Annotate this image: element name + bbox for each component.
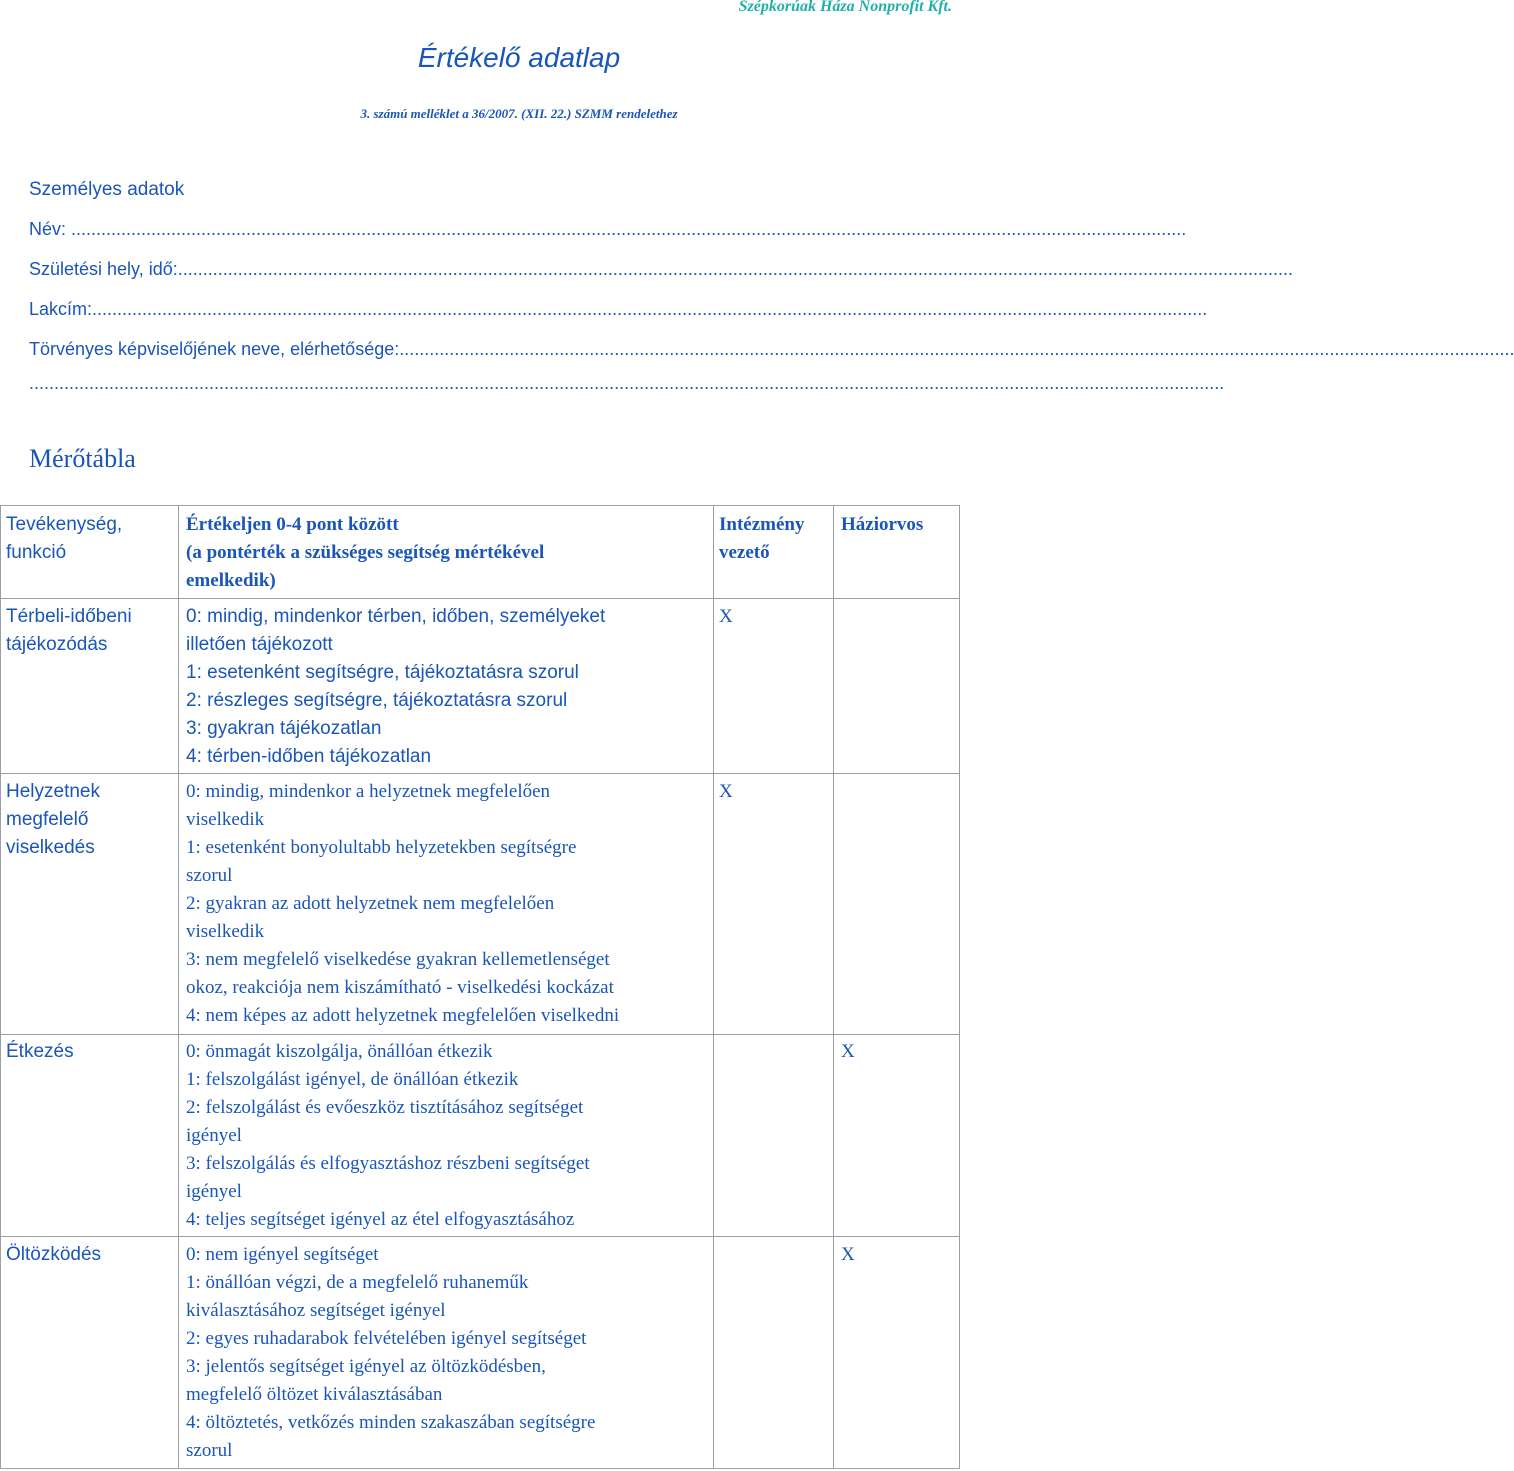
table-right-border bbox=[959, 505, 960, 1468]
row-activity-line: Öltözködés bbox=[6, 1244, 102, 1265]
institution-mark[interactable]: X bbox=[719, 781, 733, 802]
row-activity-line: megfelelő bbox=[6, 809, 89, 830]
guardian-label: Törvényes képviselőjének neve, elérhetősége: bbox=[29, 339, 400, 359]
row-description-line: 3: nem megfelelő viselkedése gyakran kellemetlenséget bbox=[186, 949, 610, 970]
row-description-line: 1: esetenként segítségre, tájékoztatásra szorul bbox=[186, 662, 579, 683]
row-description bbox=[186, 603, 714, 771]
header-activity-line: Tevékenység, bbox=[6, 514, 123, 535]
row-description-line: 2: felszolgálást és evőeszköz tisztításához segítséget bbox=[186, 1097, 584, 1118]
name-field[interactable] bbox=[29, 219, 1187, 240]
page-title: Értékelő adatlap bbox=[417, 42, 621, 73]
row-description-line: okoz, reakciója nem kiszámítható - viselkedési kockázat bbox=[186, 977, 614, 998]
row-activity bbox=[6, 603, 178, 659]
birth-fill-dots: ............................................................................................................................................................................................................................... bbox=[177, 259, 1293, 279]
row-description-line: kiválasztásához segítséget igényel bbox=[186, 1300, 446, 1321]
header-description-line: Értékeljen 0-4 pont között bbox=[186, 514, 399, 535]
row-description-line: szorul bbox=[186, 865, 233, 886]
table-row-divider bbox=[0, 1034, 960, 1035]
guardian-fill-dots: ............................................................................................................................................................................................................................... bbox=[399, 339, 1514, 359]
address-label: Lakcím: bbox=[29, 299, 93, 319]
page-subtitle: 3. számú melléklet a 36/2007. (XII. 22.) SZMM rendelethez bbox=[360, 106, 678, 121]
header-institution-line: vezető bbox=[719, 542, 770, 563]
row-description-line: 3: gyakran tájékozatlan bbox=[186, 718, 382, 739]
header-doctor bbox=[841, 511, 960, 539]
row-activity-line: tájékozódás bbox=[6, 634, 108, 655]
organization-name: Szépkorúak Háza Nonprofit Kft. bbox=[738, 0, 952, 15]
header-description bbox=[186, 511, 714, 595]
row-description-line: viselkedik bbox=[186, 809, 265, 830]
row-activity-line: Térbeli-időbeni bbox=[6, 606, 132, 627]
row-activity-line: Helyzetnek bbox=[6, 781, 100, 802]
row-description-line: 1: esetenként bonyolultabb helyzetekben segítségre bbox=[186, 837, 577, 858]
header-description-line: emelkedik) bbox=[186, 570, 276, 591]
guardian-field[interactable] bbox=[29, 339, 1514, 360]
row-activity-line: Étkezés bbox=[6, 1041, 74, 1062]
row-description-line: 1: felszolgálást igényel, de önállóan étkezik bbox=[186, 1069, 519, 1090]
row-description-line: megfelelő öltözet kiválasztásában bbox=[186, 1384, 443, 1405]
row-description-line: igényel bbox=[186, 1125, 242, 1146]
table-header-divider bbox=[0, 598, 960, 599]
row-description-line: 4: térben-időben tájékozatlan bbox=[186, 746, 432, 767]
name-label: Név: bbox=[29, 219, 72, 239]
table-top-border bbox=[0, 505, 960, 506]
row-description-line: viselkedik bbox=[186, 921, 265, 942]
row-activity-line: viselkedés bbox=[6, 837, 95, 858]
row-description-line: 1: önállóan végzi, de a megfelelő ruhaneműk bbox=[186, 1272, 529, 1293]
row-description-line: 0: önmagát kiszolgálja, önállóan étkezik bbox=[186, 1041, 493, 1062]
row-activity bbox=[6, 1241, 178, 1269]
guardian-continuation-dots: ............................................................................................................................................................................................................................................... bbox=[29, 373, 1225, 393]
doctor-mark[interactable]: X bbox=[841, 1041, 855, 1062]
row-description-line: illetően tájékozott bbox=[186, 634, 333, 655]
institution-mark[interactable]: X bbox=[719, 606, 733, 627]
row-description-line: 2: egyes ruhadarabok felvételében igényel segítséget bbox=[186, 1328, 587, 1349]
table-bottom-border bbox=[0, 1468, 960, 1469]
doctor-mark[interactable]: X bbox=[841, 1244, 855, 1265]
address-fill-dots: ............................................................................................................................................................................................................................... bbox=[92, 299, 1208, 319]
header-activity-line: funkció bbox=[6, 542, 67, 563]
table-row-divider bbox=[0, 1236, 960, 1237]
row-activity bbox=[6, 778, 178, 862]
scale-heading: Mérőtábla bbox=[29, 444, 136, 473]
header-institution bbox=[719, 511, 829, 567]
table-col-divider bbox=[178, 505, 179, 1468]
table-col-divider bbox=[833, 505, 834, 1468]
row-description-line: 4: nem képes az adott helyzetnek megfelelően viselkedni bbox=[186, 1005, 620, 1026]
table-left-border bbox=[0, 505, 1, 1468]
row-description-line: 4: öltöztetés, vetkőzés minden szakaszában segítségre bbox=[186, 1412, 596, 1433]
row-description bbox=[186, 778, 714, 1030]
row-description-line: 4: teljes segítséget igényel az étel elfogyasztásához bbox=[186, 1209, 575, 1230]
row-description-line: igényel bbox=[186, 1181, 242, 1202]
header-activity bbox=[6, 511, 178, 567]
row-description-line: 0: nem igényel segítséget bbox=[186, 1244, 379, 1265]
table-row-divider bbox=[0, 773, 960, 774]
row-description bbox=[186, 1038, 714, 1234]
address-field[interactable] bbox=[29, 299, 1208, 320]
row-description-line: 0: mindig, mindenkor a helyzetnek megfelelően bbox=[186, 781, 551, 802]
header-description-line: (a pontérték a szükséges segítség mértékével bbox=[186, 542, 545, 563]
row-activity bbox=[6, 1038, 178, 1066]
row-description bbox=[186, 1241, 714, 1465]
row-description-line: 0: mindig, mindenkor térben, időben, személyeket bbox=[186, 606, 606, 627]
row-description-line: 3: jelentős segítséget igényel az öltözködésben, bbox=[186, 1356, 546, 1377]
birth-label: Születési hely, idő: bbox=[29, 259, 178, 279]
personal-data-heading: Személyes adatok bbox=[29, 179, 185, 200]
header-institution-line: Intézmény bbox=[719, 514, 805, 535]
row-description-line: 2: gyakran az adott helyzetnek nem megfelelően bbox=[186, 893, 555, 914]
row-description-line: 3: felszolgálás és elfogyasztáshoz részbeni segítséget bbox=[186, 1153, 590, 1174]
name-fill-dots: ............................................................................................................................................................................................................................... bbox=[71, 219, 1187, 239]
header-doctor-line: Háziorvos bbox=[841, 514, 924, 535]
birth-field[interactable] bbox=[29, 259, 1293, 280]
row-description-line: szorul bbox=[186, 1440, 233, 1461]
row-description-line: 2: részleges segítségre, tájékoztatásra szorul bbox=[186, 690, 568, 711]
